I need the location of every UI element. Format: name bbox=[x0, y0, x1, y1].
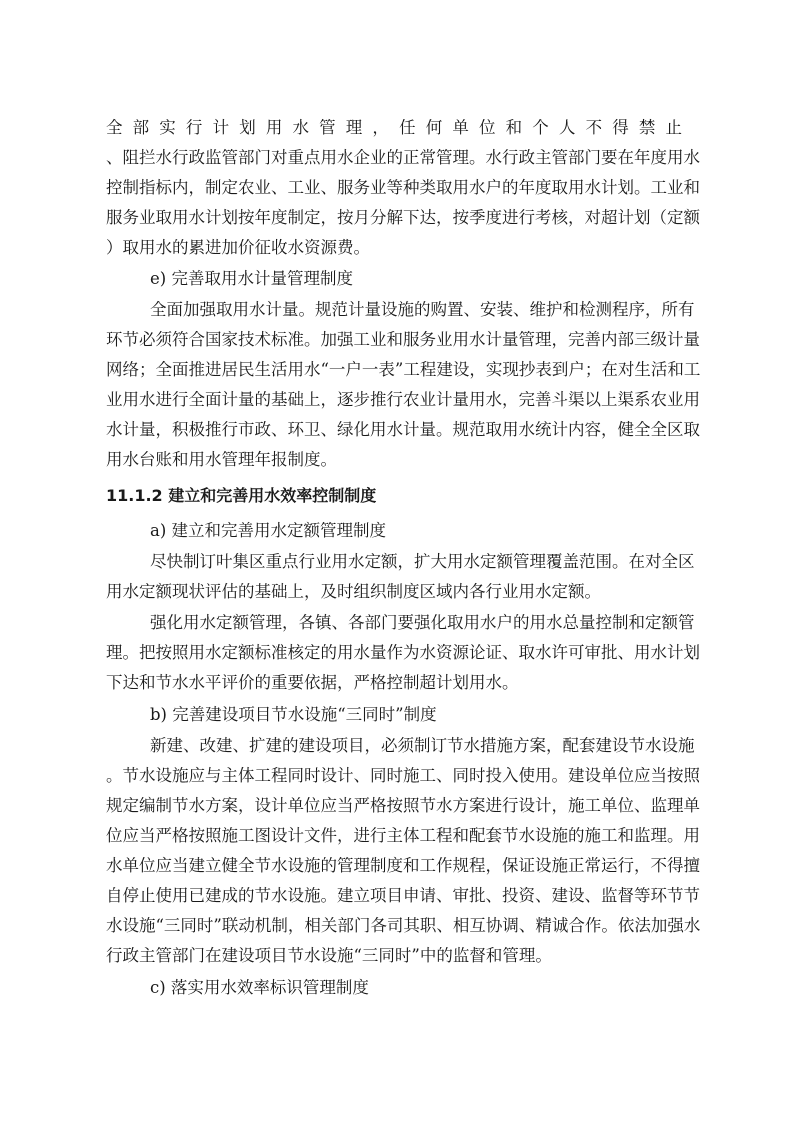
text-line: ）取用水的累进加价征收水资源费。 bbox=[106, 238, 370, 257]
text-line: 行政主管部门在建设项目节水设施“三同时”中的监督和管理。 bbox=[106, 946, 552, 965]
text-line: 用水台账和用水管理年报制度。 bbox=[106, 450, 337, 469]
text-line: 位应当严格按照施工图设计文件，进行主体工程和配套节水设施的施工和监理。用 bbox=[106, 826, 700, 845]
text-line: 理。把按照用水定额标准核定的用水量作为水资源论证、取水许可审批、用水计划 bbox=[106, 643, 700, 662]
text-line: 业用水进行全面计量的基础上，逐步推行农业计量用水，完善斗渠以上渠系农业用 bbox=[106, 390, 700, 409]
text-line: 规定编制节水方案，设计单位应当严格按照节水方案进行设计，施工单位、监理单 bbox=[106, 796, 700, 815]
text-line: 环节必须符合国家技术标准。加强工业和服务业用水计量管理，完善内部三级计量 bbox=[106, 330, 700, 349]
item-e-title: e) 完善取用水计量管理制度 bbox=[150, 269, 353, 288]
text-line: 水设施“三同时”联动机制，相关部门各司其职、相互协调、精诚合作。依法加强水 bbox=[106, 916, 701, 935]
text-line: 全面加强取用水计量。规范计量设施的购置、安装、维护和检测程序，所有 bbox=[150, 300, 695, 319]
text-line: 。节水设施应与主体工程同时设计、同时施工、同时投入使用。建设单位应当按照 bbox=[106, 766, 700, 785]
text-line: 水单位应当建立健全节水设施的管理制度和工作规程，保证设施正常运行，不得擅 bbox=[106, 856, 700, 875]
text-line: 网络；全面推进居民生活用水“一户一表”工程建设，实现抄表到户；在对生活和工 bbox=[106, 360, 701, 379]
text-line: 、阻拦水行政监管部门对重点用水企业的正常管理。水行政主管部门要在年度用水 bbox=[106, 148, 700, 167]
text-line: 强化用水定额管理，各镇、各部门要强化取用水户的用水总量控制和定额管 bbox=[150, 613, 695, 632]
item-b-title: b) 完善建设项目节水设施“三同时”制度 bbox=[150, 705, 437, 724]
text-line: 控制指标内，制定农业、工业、服务业等种类取用水户的年度取用水计划。工业和 bbox=[106, 178, 700, 197]
text-line: 新建、改建、扩建的建设项目，必须制订节水措施方案，配套建设节水设施 bbox=[150, 736, 695, 755]
item-a-title: a) 建立和完善用水定额管理制度 bbox=[150, 521, 387, 540]
text-line: 尽快制订叶集区重点行业用水定额，扩大用水定额管理覆盖范围。在对全区 bbox=[150, 552, 695, 571]
text-line: 下达和节水水平评价的重要依据，严格控制超计划用水。 bbox=[106, 673, 519, 692]
text-line: 自停止使用已建成的节水设施。建立项目申请、审批、投资、建设、监督等环节节 bbox=[106, 886, 700, 905]
section-heading: 11.1.2 建立和完善用水效率控制制度 bbox=[106, 486, 377, 505]
text-line: 全部实行计划用水管理，任何单位和个人不得禁止 bbox=[106, 118, 682, 137]
text-line: 水计量，积极推行市政、环卫、绿化用水计量。规范取用水统计内容，健全全区取 bbox=[106, 420, 700, 439]
text-line: 服务业取用水计划按年度制定，按月分解下达，按季度进行考核，对超计划（定额 bbox=[106, 208, 700, 227]
item-c-title: c) 落实用水效率标识管理制度 bbox=[150, 978, 369, 997]
text-line: 用水定额现状评估的基础上，及时组织制度区域内各行业用水定额。 bbox=[106, 582, 601, 601]
